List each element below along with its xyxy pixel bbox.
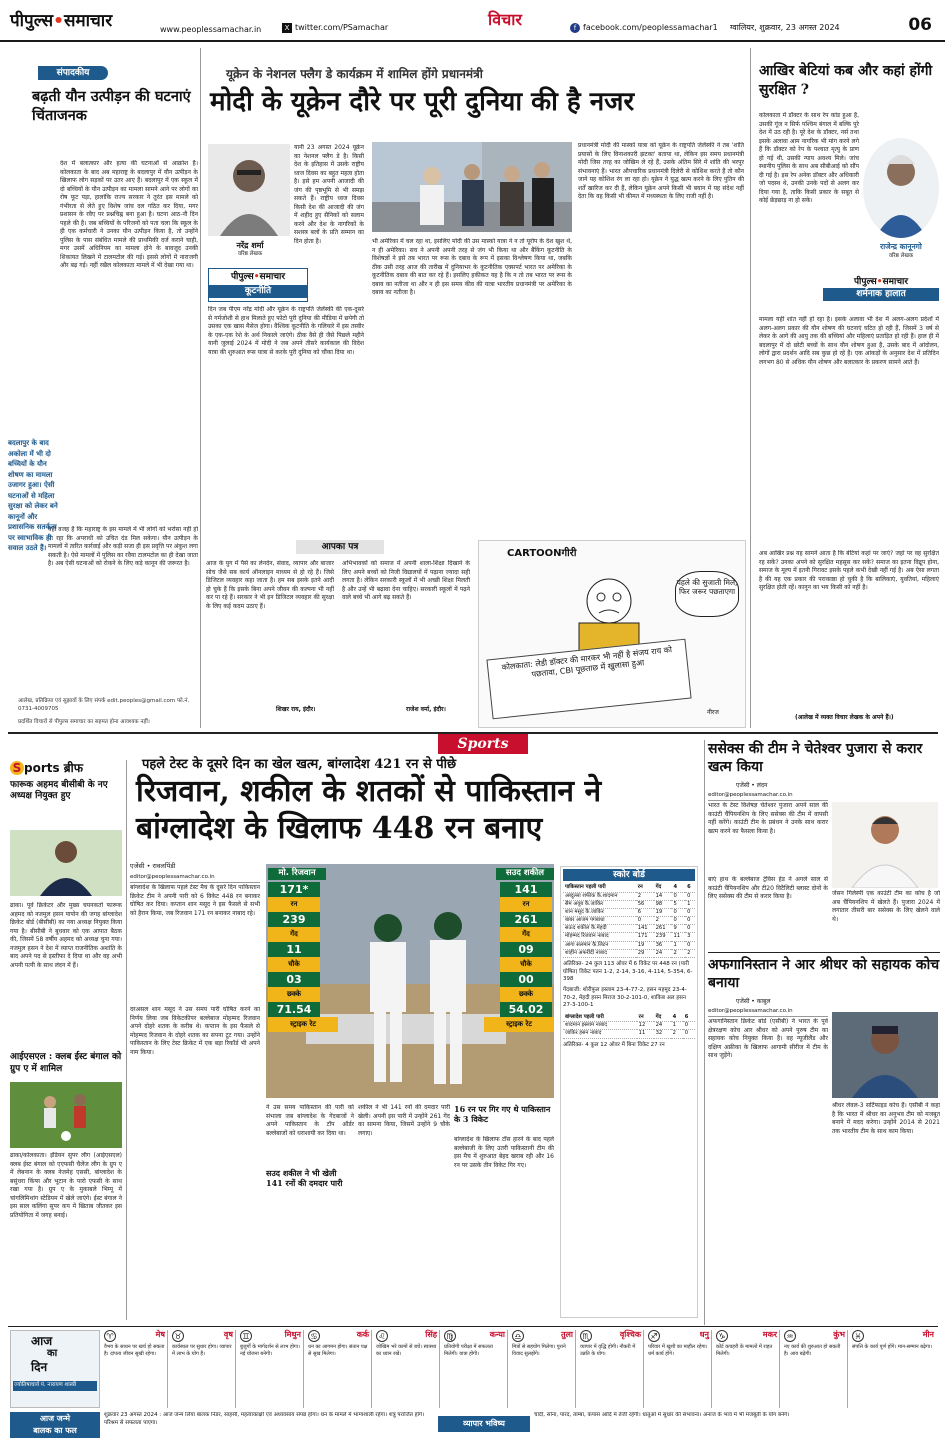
born-today-box	[10, 1412, 100, 1438]
cartoon-speech: पहले की सुजाती मिले, फिर जरूर पछताएगा	[675, 571, 739, 617]
horoscope-title-1: आज	[31, 1334, 53, 1348]
subhead-wickets: 16 रन पर गिर गए थे पाकिस्तान के 3 विकेट	[454, 1104, 551, 1125]
editorial-tag: संपादकीय	[38, 66, 108, 80]
balls-label: गेंद	[500, 927, 552, 942]
main-col-2: दिन जब पीएम नरेंद्र मोदी और यूक्रेन के राष्ट्रपति जेलेंस्की की एक-दूसरे से गर्मजोशी से हाथ मिलाते हुए फोटो पूरी दुनिया की मीडिया में छपेगी तो उसका एक खास मैसेज होगा। वैश्विक कूटनीति के गलियारे में इस तस्वीर के एक-एक रेशे के अर्थ निकाले जाएंगे। ठीक वैसे ही जैसे पिछले महीने यानी जुलाई 2024 में मोदी ने जब अपने तीसरे कार्यकाल की विदेश यात्रा की शुरुआत रूस यात्रा से करके पूरी दुनिया को चौंका दिया था।	[208, 306, 364, 356]
score-col-head: 6	[685, 884, 695, 892]
score-row: आगा सलमान कै.लिटन 19 36 1 0	[563, 941, 695, 949]
section-badge: पीपुल्स•समाचार कूटनीति	[208, 268, 308, 302]
right-endnote: (आलेख में व्यक्त विचार लेखक के अपने हैं।)	[795, 714, 894, 721]
score-row: सैम अयूब कै.जाकिर 56 98 5 1	[563, 900, 695, 908]
sports-main-story	[130, 756, 700, 1326]
brief-2-headline: आईएसएल : क्लब ईस्ट बंगाल को ग्रुप ए में शामिल	[10, 1052, 122, 1074]
page-number: 06	[908, 15, 932, 35]
sports-label: Sports	[438, 734, 528, 754]
bd-extras: अतिरिक्त- 4 कुल 12 ओवर में बिना विकेट 27 रन	[563, 1041, 665, 1048]
sign-leo: ♌ सिंह जोखिम भरे कामों से बचें। स्वास्थ्य का ध्यान रखें।	[374, 1330, 440, 1408]
sign-gemini: ♊ मिथुन बुजुर्गों के मार्गदर्शन से लाभ होगा। नई योजना बनेगी।	[238, 1330, 304, 1408]
main-col-1: यानी 23 अगस्त 2024 यूक्रेन का नेशनल फ्लैग डे है। किसी देश के इतिहास में उसके राष्ट्रीय ध्वज दिवस का बहुत महत्व होता है। इसे हम अपनी आजादी की जंग की पृष्ठभूमि से भी समझ सकते हैं। राष्ट्रीय ध्वज दिवस किसी देश की आजादी की जंग में शहीद हुए सैनिकों को सलाम करने और देश के नागरिकों के सशस्त्र बलों के प्रति सम्मान का दिन होता है।	[294, 144, 364, 245]
vyapar-label: व्यापार भविष्य	[438, 1416, 530, 1432]
letter-2-signature: राजेश वर्मा, इंदौर।	[406, 706, 446, 713]
editorial-headline: बढ़ती यौन उत्पीड़न की घटनाएं चिंताजनक	[32, 88, 191, 124]
sports-col-b: शकील ने भी 141 रनों की दमदार पारी खेली। अपनी इस पारी में उन्होंने 261 गेंद का सामना किया, जिसमें उन्होंने 9 चौके लगाए।	[358, 1104, 450, 1137]
author-name: नरेंद्र शर्मा	[236, 241, 264, 250]
dateline-city: रावलपिंडी	[152, 862, 176, 870]
facebook-link[interactable]: f facebook.com/peoplessamachar1	[570, 22, 718, 33]
shakeel-sixes: 00	[500, 972, 552, 987]
rizwan-balls: 239	[268, 912, 320, 927]
dateline-agency: एजेंसी	[130, 862, 145, 870]
horoscope-title-2: का	[47, 1348, 58, 1359]
main-col-3: भी अमेरिका में चल रहा था, इसलिए मोदी की उस मास्को यात्रा ने न तो यूरोप के देश खुश थे, न ही अमेरिका। सच ने अपनी अपनी तरह से जंग भी किया था और बैंकिंग कूटनीति के विशेषज्ञों ने इसे तब भारत पर रूस के दबाव के रूप में इसका विश्लेषण किया था, जबकि ठीक उसी तरह आज की तारीख में दुनियाभर के कूटनीतिक एक्सपर्ट भारत पर अमेरिका के कूटनीतिक दबाव की बात कर रहे हैं। इसलिए हकीकत यह है कि न तो तब भारत पर रूस के दबाव का नतीजा था और न ही इस समय कीव की यात्रा भारतीय प्रधानमंत्री पर अमेरिका के दबाव का नतीजा है।	[372, 238, 572, 297]
sridhar-photo	[832, 1012, 938, 1098]
pujara-email: editor@peoplessamachar.co.in	[708, 792, 828, 801]
bangladesh-scorecard: बांग्लादेश पहली पारी रन गेंद 4 6 शादमान इस्लाम नाबाद 12 24 1 0 जाकिर हसन नाबाद 11 32 2 0	[563, 1014, 695, 1039]
sagittarius-icon: ♐	[648, 1330, 660, 1342]
author-portrait-icon	[863, 138, 939, 238]
libra-icon: ♎	[512, 1330, 524, 1342]
facebook-icon: f	[570, 23, 580, 33]
sridhar-body: अफगानिस्तान क्रिकेट बोर्ड (एसीबी) ने भारत के पूर्व क्षेत्ररक्षण कोच आर श्रीधर को अपने पुरुष टीम का सहायक कोच नियुक्त किया है। वह न्यूजीलैंड और दक्षिण अफ्रीका के खिलाफ आगामी सीरीज में टीम के साथ जुड़ेंगे।	[708, 1018, 828, 1060]
letters-title: आपका पत्र	[296, 540, 384, 554]
main-col-4: प्रधानमंत्री मोदी की मास्को यात्रा को यूक्रेन के राष्ट्रपति जेलेंस्की ने तब 'शांति प्रयासों के लिए विनाशकारी झटका' बताया था, लेकिन इस समय प्रधानमंत्री मोदी जिस तरह का जोखिम ले रहे हैं, उसके अंतिम सिरे में शांति की भरपूर संभावनाएं हैं। भारत औपचारिक प्रधानमंत्री दिलेरी से कोशिश करते हैं तो कौन जाने यह कोशिश रंग ला रहा हो। यूक्रेन ने युद्ध खत्म करने के लिए पुतिन की शर्तें खारिज कर दी हैं, लेकिन यूक्रेन अपने किसी भी बयान में यह संदेश नहीं देता कि वह किसी भी कीमत में मध्यस्थता के लिए राजी नहीं है।	[578, 142, 744, 201]
shakeel-stats	[496, 868, 554, 880]
sports-body-1: बांग्लादेश के खिलाफ पहले टेस्ट मैच के दूसरे दिन पाकिस्तान क्रिकेट टीम ने अपनी पारी को 6 विकेट 448 रन बनाकर घोषित कर दिया। कप्तान शान मसूद ने इस फैसले से सभी को हैरान किया, जब रिजवान 171 रन बनाकर नाबाद रहे।	[130, 884, 260, 917]
taurus-icon: ♉	[172, 1330, 184, 1342]
strike-rate-label: स्ट्राइक रेट	[484, 1017, 554, 1032]
shakeel-runs: 141	[500, 882, 552, 897]
farooq-photo	[10, 830, 122, 896]
subhead-shakeel: सउद शकील ने भी खेली 141 रनों की दमदार पारी	[266, 1168, 343, 1189]
rizwan-strike-rate: 71.54	[268, 1002, 320, 1017]
right-article	[755, 48, 940, 728]
rizwan-name: मो. रिजवान	[268, 868, 326, 880]
fours-label: चौके	[500, 957, 552, 972]
score-extras: अतिरिक्त- 24 कुल 113 ओवर में 6 विकेट पर 448 रन (पारी घोषित) विकेट पतन 1-2, 2-14, 3-16, 4-114, 5-354, 6-398	[563, 960, 693, 983]
vyapar-text: चांदी, सोना, पारद, ताम्बा, कपास आदि में तेजी रहेगी। धातुओं में सुधार की संभावना। अनाज के भाव में भी मजबूती के योग बनेंगे।	[534, 1412, 790, 1418]
right-author-name: राजेन्द्र कानूनगो	[880, 242, 922, 251]
website-link[interactable]: www.peoplessamachar.in	[160, 25, 262, 34]
born-today-text: शुक्रवार 23 अगस्त 2024 : आज जन्म लिया बालक निडर, साहसी, महत्वाकांक्षी एवं अध्यवसाय संपन्न होगा। धन के मामले में भाग्यशाली रहेगा। शत्रु पराजित होंगे। परिश्रम से सफलता पाएगा।	[104, 1412, 425, 1426]
pujara-headline: ससेक्स की टीम ने चेतेश्वर पुजारा से करार खत्म किया	[708, 741, 923, 776]
sridhar-email: editor@peoplessamachar.co.in	[708, 1008, 828, 1017]
sign-libra: ♎ तुला मित्रों से सहयोग मिलेगा। पुराने विवाद सुलझेंगे।	[510, 1330, 576, 1408]
sports-kicker: पहले टेस्ट के दूसरे दिन का खेल खत्म, बांग्लादेश 421 रन से पीछे	[142, 757, 457, 772]
football-players-icon	[10, 1082, 122, 1148]
score-col-head: पाकिस्तान पहली पारी	[563, 884, 636, 892]
sports-email: editor@peoplessamachar.co.in	[130, 874, 260, 883]
divider	[200, 48, 201, 728]
shakeel-strike-rate: 54.02	[500, 1002, 552, 1017]
right-author-role: वरिष्ठ लेखक	[888, 253, 914, 259]
pandit-name: ज्योतिषाचार्य पं. नारायण शास्त्री	[13, 1381, 97, 1391]
scoreboard-title: स्कोर बोर्ड	[563, 869, 695, 881]
sixes-label: छक्के	[268, 987, 320, 1002]
rizwan-sixes: 03	[268, 972, 320, 987]
aries-icon: ♈	[104, 1330, 116, 1342]
divider	[704, 740, 705, 1325]
scoreboard	[560, 866, 698, 1318]
sports-headline: रिजवान, शकील के शतकों से पाकिस्तान ने बांग्लादेश के खिलाफ 448 रन बनाए	[136, 774, 602, 846]
runs-label: रन	[268, 897, 320, 912]
badge-label: शर्मनाक हालात	[823, 288, 939, 300]
brief-1-headline: फारूक अहमद बीसीबी के नए अध्यक्ष नियुक्त हुए	[10, 779, 108, 802]
rizwan-fours: 11	[268, 942, 320, 957]
main-kicker: यूक्रेन के नेशनल फ्लैग डे कार्यक्रम में शामिल होंगे प्रधानमंत्री	[226, 67, 483, 81]
cartoonist: नीरज	[707, 709, 719, 716]
sports-col-a: ने उस समय पाकिस्तान की पारी को संभाला जब बांग्लादेश के गेंदबाजों ने अपने पाकिस्तान के टॉप ऑर्डर बल्लेबाजों को धराशायी कर दिया था।	[266, 1104, 354, 1137]
scorpio-icon: ♏	[580, 1330, 592, 1342]
sign-capricorn: ♑ मकर कोर्ट कचहरी के मामलों में राहत मिलेगी।	[714, 1330, 780, 1408]
score-row: शाहीन अफरीदी नाबाद 29 24 2 2	[563, 949, 695, 957]
born-label-2: बालक का फल	[33, 1426, 77, 1435]
portrait-icon	[10, 830, 122, 896]
pujara-caption: जेसन गिलेस्पी एक काउंटी टीम का कोच है जो अब चैंपियनशिप में खेलते हैं। पुजारा 2024 में लगातार तीसरी बार ससेक्स के लिए खेलने वाले थे।	[832, 890, 940, 923]
pujara-dateline: एजेंसी • लंदन	[736, 782, 768, 789]
editorial-body-2: यही वजह है कि महाराष्ट्र के इस मामले में भी लोगों को भरोसा नहीं हो पा रहा कि अपराधी को उचित दंड मिल सकेगा। यौन उत्पीड़न के मामलों में त्वरित कार्रवाई और कड़ी सजा ही इस प्रवृत्ति पर अंकुश लगा सकती है। ऐसे मामलों में पुलिस का रवैया टालमटोल का ही देखा जाता है। अब ऐसी घटनाओं को रोकने के लिए कड़े कानून की जरूरत है।	[48, 526, 198, 568]
score-col-head: 4	[671, 884, 685, 892]
letter-1-signature: शिखर राय, इंदौर।	[276, 706, 316, 713]
editorial-column	[8, 48, 198, 728]
pisces-icon: ♓	[852, 1330, 864, 1342]
editorial-pullquote: बदलापुर के बाद अकोला में भी दो बच्चियों के यौन शोषण का मामला उजागर हुआ। ऐसी घटनाओं से महिला सुरक्षा को लेकर बने कानूनों और प्रशासनिक सतर्कता पर स्वाभाविक ही सवाल उठते हैं।	[8, 439, 58, 552]
aaj-ka-din-box	[10, 1330, 100, 1408]
sign-aquarius: ♒ कुंभ नए कार्य की शुरुआत हो सकती है। आय बढ़ेगी।	[782, 1330, 848, 1408]
sign-aries: ♈ मेष वैभव के साधन पर खर्च हो सकता है। दांपत्य जीवन सुखी रहेगा।	[102, 1330, 168, 1408]
sign-scorpio: ♏ वृश्चिक व्यापार में वृद्धि होगी। नौकरी में उन्नति के योग।	[578, 1330, 644, 1408]
sports-body-2: दरअसल शान मसूद ने उस समय पारी घोषित करने का निर्णय लिया जब विकेटकीपर बल्लेबाज मोहम्मद रिजवान अपने दोहरे शतक के करीब थे। कप्तान के इस फैसले से मोहम्मद रिजवान के दोहरे शतक का सपना टूट गया। उन्होंने पाकिस्तान के लिए टेस्ट क्रिकेट में एक बड़ा रिकॉर्ड भी अपने नाम किया।	[130, 1006, 260, 1056]
rizwan-stats	[268, 868, 326, 880]
runs-label: रन	[500, 897, 552, 912]
rizwan-runs: 171*	[268, 882, 320, 897]
right-col-3: अब आखिर प्रश्न यह सामने आता है कि बेटियां कहां पर जाएं? जहां पर वह सुरक्षित रह सकें? उनका अपने को सुरक्षित महसूस कर सकें? समाज का इतना विद्रूप होना, समाज के मूल्य में इतनी गिरावट इसके पहले कभी देखी नहीं गई है। अब ऐसा लगता है की यह एक प्रकार की पराकाष्ठा हो चुकी है कि बालिकाएं, युवतियां, महिलाएं सुरक्षित होती रहें। कानून का भय किसी को नहीं है।	[759, 550, 939, 592]
photo-scene-icon	[372, 142, 572, 232]
score-col-head: रन	[636, 884, 654, 892]
divider	[126, 760, 127, 1320]
divider	[708, 952, 940, 953]
capricorn-icon: ♑	[716, 1330, 728, 1342]
letter-2: अभिभावकों को समाज में अपनी शाला-शिक्षा दिखाने के लिए अपने बच्चों को निजी विद्यालयों में पढ़ाना ज्यादा सही लगता है। लेकिन सरकारी स्कूलों में भी अच्छी शिक्षा मिलती है और उन्हें भी बढ़ावा देना चाहिए। सरकारी स्कूलों में पढ़ने वाले बच्चे भी आगे बढ़ सकते हैं।	[342, 560, 470, 602]
author-portrait-icon	[208, 144, 290, 236]
score-row: सऊद शकील कै.मेहदी 141 261 9 0	[563, 925, 695, 933]
letter-1: आज के युग में पैसे का लेनदेन, संवाद, व्यापार और बाजार सोच जैसे सब कार्य ऑनलाइन माध्यम से हो रहे हैं। जिसे डिजिटल व्यवहार कहा जाता है। हम सब इसके इतने आदी हो चुके हैं कि इसके बिना अपने जीवन की कल्पना भी नहीं कर पा रहे हैं। सरकार ने भी इन डिजिटल व्यवहार की सुरक्षा के लिए कई कदम उठाए हैं।	[206, 560, 334, 610]
score-bowling: गेंदबाजी: शोरीफुल इस्लाम 23-4-77-2, हसन महमूद 23-4-70-2, मेहदी हसन मिराज 30-2-101-0, शाकिब अल हसन 27-3-100-1	[563, 987, 687, 1009]
masthead	[0, 0, 945, 42]
modi-photo	[372, 142, 572, 232]
issue-date: ग्वालियर, शुक्रवार, 23 अगस्त 2024	[730, 23, 840, 32]
score-col-head: गेंद	[654, 884, 672, 892]
right-headline: आखिर बेटियां कब और कहां होंगी सुरक्षित ?	[759, 63, 933, 98]
leo-icon: ♌	[376, 1330, 388, 1342]
cartoon-title: CARTOONगीरी	[507, 548, 577, 559]
score-row: अब्दुल्ला शफीक कै.शादमान 2 14 0 0	[563, 892, 695, 900]
sixes-label: छक्के	[500, 987, 552, 1002]
author-role: वरिष्ठ लेखक	[237, 251, 263, 257]
virgo-icon: ♍	[444, 1330, 456, 1342]
sign-taurus: ♉ वृष कार्यस्थल पर सुधार होगा। व्यापार में लाभ के योग हैं।	[170, 1330, 236, 1408]
x-icon: X	[282, 23, 292, 33]
sports-dateline: एजेंसी • रावलपिंडी	[130, 862, 176, 870]
sridhar-dateline: एजेंसी • काबुल	[736, 998, 771, 1005]
editorial-body-1: देश में बलात्कार और हत्या की घटनाओं से आक्रोश है। कोलकाता के बाद अब महाराष्ट्र के बदलापुर में यौन उत्पीड़न के खिलाफ लोग सड़कों पर उतर आए हैं। बदलापुर में एक स्कूल में दो बच्चियों के यौन उत्पीड़न का मामला सामने आने पर लोगों का रोष फूट पड़ा, हालांकि राज्य सरकार ने तुरंत इस मामले को गंभीरता से लेते हुए विशेष जांच दल गठित कर दिया, मगर प्रशासन के रवैए पर प्रश्नचिह्न बना हुआ है। घटना आठ-नौ दिन पहले की है। जब बच्चियों के परिजनों को पता चला कि स्कूल के ही एक कर्मचारी ने उनका यौन उत्पीड़न किया है, तो उन्होंने पुलिस के पास संबंधित मामले की प्राथमिकी दर्ज कराने चाही, मगर उसमें अधिनियम का मामला होने के बावजूद उनकी शिकायत लिखने में टालमटोल की गई। इससे लोगों में नाराजगी और बढ़ गई। नहीं रखैल कोलकाता मामले में भी देखा गया था।	[60, 160, 198, 270]
sridhar-portrait-icon	[832, 1012, 938, 1098]
masthead-logo[interactable]: पीपुल्स•समाचार	[10, 11, 113, 31]
divider	[750, 48, 751, 728]
sridhar-caption: श्रीधर लेवल-3 सर्टिफाइड कोच हैं। एसीबी ने कहा है कि भारत में श्रीधर का अनुभव टीम को मजबूत बनाने में मदद करेगा। उन्होंने 2014 से 2021 तक भारतीय टीम के साथ काम किया।	[832, 1102, 940, 1135]
horoscope-title-3: दिन	[31, 1360, 48, 1374]
sports-right-column	[708, 740, 940, 1325]
sports-brief-tag: S ports ब्रीफ	[10, 760, 122, 777]
shakeel-name: सउद शकील	[496, 868, 554, 880]
score-row: बाबर आजम पगबाधा 0 2 0 0	[563, 917, 695, 925]
score-col-head: बांग्लादेश पहली पारी	[563, 1014, 637, 1022]
pujara-body-2: बाएं हाथ के बल्लेबाज ट्रेविस हेड ने अगले साल से काउंटी चैंपियनशिप और टी20 विटैलिटी ब्लास्ट दोनों के लिए ससेक्स की टीम से करार किया है।	[708, 876, 828, 901]
sridhar-headline: अफगानिस्तान ने आर श्रीधर को सहायक कोच बनाया	[708, 957, 940, 992]
gemini-icon: ♊	[240, 1330, 252, 1342]
author-photo	[208, 144, 290, 236]
pujara-photo	[832, 802, 938, 888]
sports-col-c: बांग्लादेश के खिलाफ टॉस हारने के बाद पहले बल्लेबाजी के लिए उतरी पाकिस्तानी टीम की इस मैच में शुरुआत बेहद खराब रही और 16 रन पर उसके तीन विकेट गिर गए।	[454, 1136, 554, 1169]
pakistan-scorecard	[563, 884, 695, 958]
section-title: विचार	[488, 10, 522, 29]
score-row: शान मसूद कै.जाकिर 6 19 0 0	[563, 908, 695, 916]
right-badge: पीपुल्स•समाचार शर्मनाक हालात	[823, 276, 939, 310]
cartoon-banner: कोलकाता: लेडी डॉक्टर की मारकर भी नहीं है संजय राय को पछतावा, CBI पूछताछ में खुलासा हुआ	[486, 639, 691, 720]
sign-virgo: ♍ कन्या प्रतियोगी परीक्षा में सफलता मिलेगी। यात्रा होगी।	[442, 1330, 508, 1408]
divider	[8, 1326, 938, 1327]
brief-1-body: ढाका। पूर्व क्रिकेटर और मुख्य चयनकर्ता फारूक अहमद को नजमुल हसन पापोन की जगह बांग्लादेश क्रिकेट बोर्ड (बीसीबी) का नया अध्यक्ष नियुक्त किया गया है। बीसीबी ने बुधवार को एक आपात बैठक की, जिसमें 58 वर्षीय अहमद को अध्यक्ष चुना गया। नजमुल हसन ने देश में व्याप्त राजनीतिक अशांति के बाद अपने पद से इस्तीफा दे दिया था और वह अभी अपनी पत्नी के साथ लंदन में हैं।	[10, 902, 122, 969]
pujara-body: भारत के टेस्ट विशेषज्ञ चेतेश्वर पुजारा अपने साल की काउंटी चैंपियनशिप के लिए ससेक्स की टीम में वापसी नहीं करेंगे। काउंटी टीम के प्रबंधन ने उनके साथ करार खत्म करने का फैसला किया है।	[708, 802, 828, 835]
sign-pisces: ♓ मीन संपत्ति के कार्य पूर्ण होंगे। मान-सम्मान बढ़ेगा।	[852, 1330, 934, 1350]
shakeel-fours: 09	[500, 942, 552, 957]
editorial-contact: आलेख, प्रतिक्रिया एवं सुझावों के लिए संपर्क edit.peoples@gmail.com फो.नं. 0731-4009705	[18, 698, 190, 712]
cancer-icon: ♋	[308, 1330, 320, 1342]
letters-box	[206, 540, 472, 728]
right-col-2: मामला यहीं शांत नहीं हो रहा है। इसके अलावा भी देश में अलग-अलग प्रदेशों में अलग-अलग प्रकार की यौन शोषण की घटनाएं घटित हो रही हैं, जिसमें 3 वर्ष से लेकर के आगे की आयु तक की बच्चियां और महिलाएं प्रताड़ित हो रही हैं। हाल ही में बदलापुर में दो छोटी बच्चों के साथ यौन शोषण हुआ है, उसके बाद में आंदोलन, लोगों द्वारा प्रदर्शन आदि सब कुछ हो रहे हैं। एक आंकड़ों के अनुसार देश में प्रतिदिन लगभग 80 से अधिक यौन शोषण और बलात्कार के प्रकरण सामने आते हैं।	[759, 316, 939, 366]
born-label-1: आज जन्मे	[39, 1414, 71, 1423]
editorial-disclaimer: प्रदर्शित विचारों से पीपुल्स समाचार का सहमत होना आवश्यक नहीं।	[18, 719, 150, 725]
sign-sagittarius: ♐ धनु परिवार में खुशी का माहौल रहेगा। धर्म कार्य होंगे।	[646, 1330, 712, 1408]
score-row: शादमान इस्लाम नाबाद 12 24 1 0	[563, 1022, 695, 1030]
aquarius-icon: ♒	[784, 1330, 796, 1342]
score-row: जाकिर हसन नाबाद 11 32 2 0	[563, 1030, 695, 1038]
twitter-link[interactable]: X twitter.com/PSamachar	[282, 22, 388, 33]
football-photo	[10, 1082, 122, 1148]
cartoon-box	[478, 540, 746, 728]
score-row: मोहम्मद रिजवान नाबाद 171 239 11 3	[563, 933, 695, 941]
fours-label: चौके	[268, 957, 320, 972]
main-headline: मोदी के यूक्रेन दौरे पर पूरी दुनिया की है नजर	[210, 87, 635, 117]
right-col-1: कोलकाता में डॉक्टर के साथ रेप कांड हुआ है, उसकी गूंज न सिर्फ पश्चिम बंगाल में बल्कि पूरे देश में उठ रही है। पूरे देश के डॉक्टर, नर्स तथा इसके अलावा आम नागरिक भी मांग करने लगे हैं कि डॉक्टर को रेप के पश्चात मृत्यु के प्राण हो गई थी, उसकी न्याय अवश्य मिले। जांच स्थानीय पुलिस के साथ अब सीबीआई को सौंप दी गई है। इस रेप अनेक डॉक्टर और अधिकारी जो पदस्थ थे, उनकी उनके पदों से अलग कर दिया गया है, ताकि किसी प्रकार के सबूत से कोई छेड़छाड़ ना हो सके।	[759, 112, 859, 205]
strike-rate-label: स्ट्राइक रेट	[268, 1017, 338, 1032]
right-author-photo	[863, 138, 939, 238]
shakeel-balls: 261	[500, 912, 552, 927]
sports-brief-column	[10, 760, 122, 1320]
brief-2-body: ढाका/कोलकाता। इंडियन सुपर लीग (आईएसएल) क्लब ईस्ट बंगाल को एएफसी चैलेंज लीग के ग्रुप ए में लेबनान के क्लब नेजमेह एससी, बांग्लादेश के बसुंधरा किंग्स और भूटान के पारो एफसी के साथ रखा गया है। ग्रुप ए के मुकाबले भिम्पू में चांगलिमिथांग स्टेडियम में खेले जाएंगे। ईस्ट बंगाल ने इस साल कलिंगा सुपर कप में खिताब जीतकर इस प्रतियोगिता में जगह बनाई।	[10, 1152, 122, 1219]
sign-cancer: ♋ कर्क धन का आगमन होगा। संतान पक्ष से सुख मिलेगा।	[306, 1330, 372, 1408]
badge-label: कूटनीति	[209, 285, 307, 297]
balls-label: गेंद	[268, 927, 320, 942]
pujara-portrait-icon	[832, 802, 938, 888]
